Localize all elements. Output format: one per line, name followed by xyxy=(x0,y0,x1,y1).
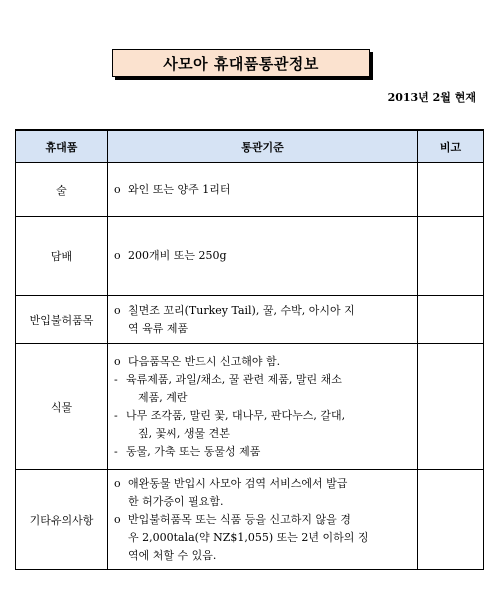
bullet-icon: ο xyxy=(114,249,121,262)
row-category: 술 xyxy=(16,163,108,217)
row-remarks xyxy=(418,344,484,470)
header-row xyxy=(16,130,484,163)
row-category: 식물 xyxy=(16,344,108,470)
standard-text: 반입불허품목 또는 식품 등을 신고하지 않을 경 xyxy=(128,512,351,526)
row-remarks xyxy=(418,217,484,296)
sub-item-continued: 제품, 계란 xyxy=(138,390,188,404)
row-remarks xyxy=(418,470,484,570)
row-standard xyxy=(108,470,418,570)
standard-text: 200개비 또는 250g xyxy=(128,249,227,262)
table-row xyxy=(16,217,484,296)
standard-text: 애완동물 반입시 사모아 검역 서비스에서 발급 xyxy=(128,476,348,490)
row-standard xyxy=(108,163,418,217)
dash-icon: - xyxy=(114,372,118,386)
sub-item-continued: 짚, 꽃씨, 생물 견본 xyxy=(138,426,230,440)
table-row xyxy=(16,344,484,470)
table-row xyxy=(16,163,484,217)
table-row xyxy=(16,296,484,344)
dash-icon: - xyxy=(114,408,118,422)
row-category: 반입불허품목 xyxy=(16,296,108,344)
bullet-icon: ο xyxy=(114,182,121,196)
standard-text-continued: 한 허가증이 필요함. xyxy=(128,494,224,508)
standard-text: 다음품목은 반드시 신고해야 함. xyxy=(128,354,281,368)
bullet-icon: ο xyxy=(114,354,121,368)
row-standard xyxy=(108,296,418,344)
standard-text-continued: 우 2,000tala(약 NZ$1,055) 또는 2년 이하의 징 xyxy=(128,530,369,544)
table-row xyxy=(16,470,484,570)
header-remarks: 비고 xyxy=(418,130,484,163)
page-title: 사모아 휴대품통관정보 xyxy=(112,49,370,77)
standard-text: 와인 또는 양주 1리터 xyxy=(128,182,231,196)
standard-text: 칠면조 꼬리(Turkey Tail), 꿀, 수박, 아시아 지 xyxy=(128,303,355,317)
bullet-icon: ο xyxy=(114,476,121,490)
header-standard: 통관기준 xyxy=(108,130,418,163)
bullet-icon: ο xyxy=(114,512,121,526)
row-remarks xyxy=(418,296,484,344)
row-remarks xyxy=(418,163,484,217)
date-label: 2013년 2월 현재 xyxy=(387,91,476,104)
row-category: 기타유의사항 xyxy=(16,470,108,570)
header-item: 휴대품 xyxy=(16,130,108,163)
row-category: 담배 xyxy=(16,217,108,296)
row-standard xyxy=(108,344,418,470)
customs-table xyxy=(15,129,484,570)
dash-icon: - xyxy=(114,444,118,458)
sub-item-text: 동물, 가축 또는 동물성 제품 xyxy=(126,444,261,458)
bullet-icon: ο xyxy=(114,303,121,317)
standard-text-continued: 역에 처할 수 있음. xyxy=(128,548,217,562)
sub-item-text: 나무 조각품, 말린 꽃, 대나무, 판다누스, 갈대, xyxy=(126,408,346,422)
row-standard xyxy=(108,217,418,296)
standard-text-continued: 역 육류 제품 xyxy=(128,321,189,335)
sub-item-text: 육류제품, 과일/채소, 꿀 관련 제품, 말린 채소 xyxy=(126,372,342,386)
